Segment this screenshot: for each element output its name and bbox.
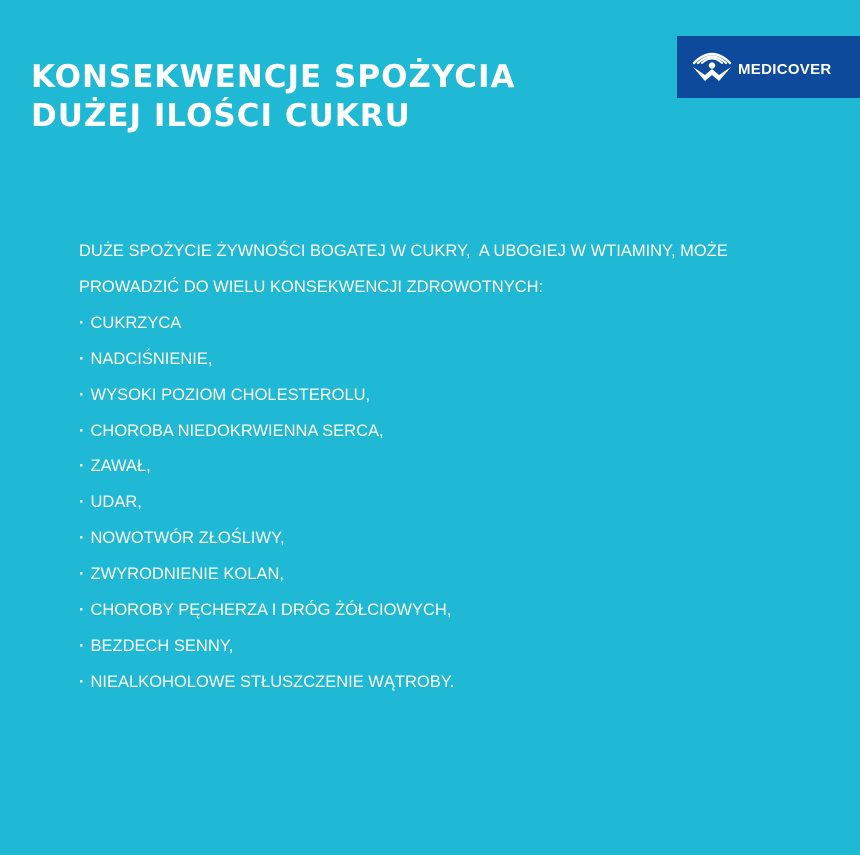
list-item: · CHOROBY PĘCHERZA I DRÓG ŻÓŁCIOWYCH, bbox=[79, 593, 849, 629]
list-item: · CUKRZYCA bbox=[79, 306, 849, 342]
page-title-line-2: DUŻEJ ILOŚCI CUKRU bbox=[31, 98, 411, 134]
intro-line-1: DUŻE SPOŻYCIE ŻYWNOŚCI BOGATEJ W CUKRY, A UBOGIEJ W WTIAMINY, MOŻE bbox=[79, 242, 728, 260]
medicover-logo bbox=[677, 36, 860, 98]
medicover-logo-text: MEDICOVER bbox=[738, 61, 832, 78]
page-title-line-1: KONSEKWENCJE SPOŻYCIA bbox=[31, 59, 516, 95]
intro-line-2: PROWADZIĆ DO WIELU KONSEKWENCJI ZDROWOTNYCH: bbox=[79, 277, 544, 296]
list-item: · ZWYRODNIENIE KOLAN, bbox=[79, 557, 849, 593]
list-item: · ZAWAŁ, bbox=[79, 449, 849, 485]
list-item: · NIEALKOHOLOWE STŁUSZCZENIE WĄTROBY. bbox=[79, 665, 849, 701]
page-title bbox=[31, 58, 516, 136]
list-item: · BEZDECH SENNY, bbox=[79, 629, 849, 665]
list-item: · CHOROBA NIEDOKRWIENNA SERCA, bbox=[79, 414, 849, 450]
list-item: · NOWOTWÓR ZŁOŚLIWY, bbox=[79, 521, 849, 557]
consequences-list bbox=[79, 306, 849, 701]
list-item: · UDAR, bbox=[79, 485, 849, 521]
medicover-logo-icon bbox=[691, 47, 733, 83]
list-item: · NADCIŚNIENIE, bbox=[79, 342, 849, 378]
list-item: · WYSOKI POZIOM CHOLESTEROLU, bbox=[79, 378, 849, 414]
content-block bbox=[79, 234, 849, 701]
